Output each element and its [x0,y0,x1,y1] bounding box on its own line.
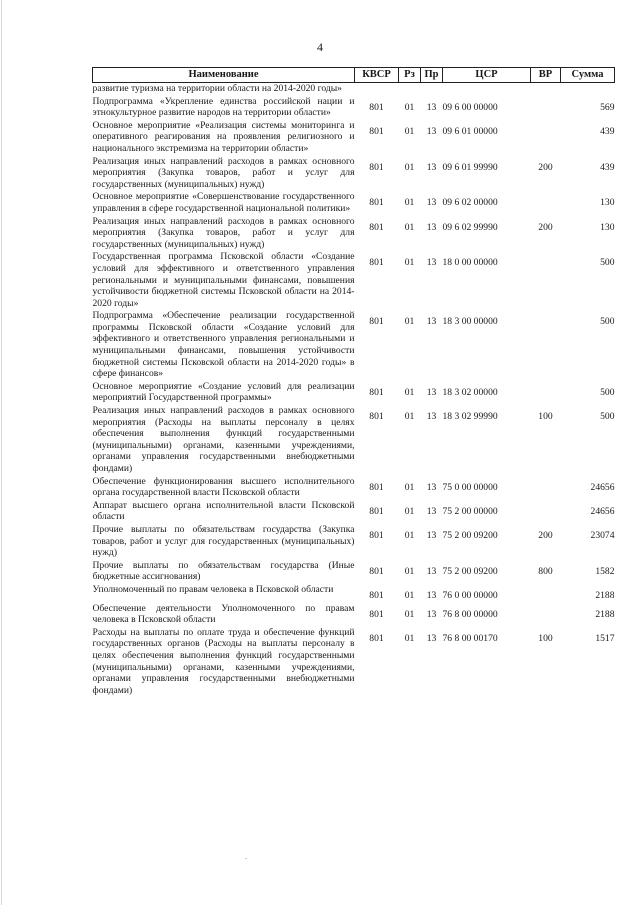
cell-csr: 09 6 01 99990 [442,161,498,173]
cell-csr: 75 2 00 00000 [442,505,498,517]
cell-csr: 18 3 00 00000 [442,316,498,328]
cell-sum: 569 [600,101,615,113]
cell-name: Основное мероприятие «Создание условий для реализации мероприятий Государственной программы» [92,380,355,404]
cell-rz: 01 [404,125,415,137]
cell-name: Прочие выплаты по обязательствам государства (Иные бюджетные ассигнования) [92,559,355,583]
header-vr: ВР [531,68,561,83]
cell-kvsr: 801 [369,221,384,233]
cell-pr: 13 [426,565,437,577]
cell-vr: 200 [538,161,553,173]
cell-csr: 76 0 00 00000 [442,589,498,601]
cell-csr: 09 6 01 00000 [442,125,498,137]
cell-rz: 01 [404,411,415,423]
cell-sum: 2188 [595,608,615,620]
cell-sum: 2188 [595,589,615,601]
cell-kvsr: 801 [369,565,384,577]
cell-csr: 75 2 00 09200 [442,529,498,541]
cell-vr: 200 [538,529,553,541]
cell-vr [531,83,561,96]
cell-sum: 1517 [595,632,615,644]
cell-name: Прочие выплаты по обязательствам государства (Закупка товаров, работ и услуг для государственных (муниципальных) нужд) [92,523,355,559]
cell-csr: 18 3 02 99990 [442,411,498,423]
table-row [93,405,615,476]
cell-name: Основное мероприятие «Совершенствование государственного управления в сфере государственной национальной политики» [92,191,355,214]
header-sum: Сумма [561,68,615,83]
table-row [93,120,615,156]
cell-vr [531,96,561,120]
table-row [93,83,615,96]
cell-sum: 130 [600,197,615,209]
cell-pr [421,83,443,96]
cell-sum: 1582 [595,565,615,577]
cell-rz: 01 [404,197,415,209]
cell-kvsr: 801 [369,481,384,493]
cell-csr: 09 6 02 99990 [442,221,498,233]
cell-kvsr: 801 [369,316,384,328]
header-pr: Пр [421,68,443,83]
cell-name: Аппарат высшего органа исполнительной власти Псковской области [92,499,355,523]
cell-kvsr: 801 [369,411,384,423]
cell-kvsr: 801 [369,589,384,601]
cell-rz: 01 [404,505,415,517]
cell-name: Обеспечение деятельности Уполномоченного по правам человека в Псковской области [92,602,355,626]
cell-name: Реализация иных направлений расходов в рамках основного мероприятия (Расходы на выплаты персоналу в целях обеспечения выполнения функций государственными (муниципальными) органами, казенными учреждениями, органами управления государственными внебюджетными фондами) [92,405,355,474]
table-row [93,191,615,215]
footer-mark: . [245,852,247,861]
header-rz: Рз [399,68,421,83]
cell-rz: 01 [404,632,415,644]
cell-vr [531,476,561,500]
header-name: Наименование [93,68,355,83]
cell-vr [531,500,561,524]
cell-rz: 01 [404,221,415,233]
cell-kvsr: 801 [369,197,384,209]
table-header-row [93,68,615,83]
table-row [93,603,615,627]
cell-kvsr: 801 [369,125,384,137]
cell-rz: 01 [404,101,415,113]
cell-pr: 13 [426,197,437,209]
cell-csr: 75 2 00 09200 [442,565,498,577]
cell-kvsr [355,83,399,96]
table-row [93,584,615,603]
cell-vr [531,191,561,215]
cell-pr: 13 [426,632,437,644]
cell-rz: 01 [404,316,415,328]
cell-pr: 13 [426,125,437,137]
cell-csr: 09 6 02 00000 [442,197,498,209]
cell-csr: 76 8 00 00000 [442,608,498,620]
cell-pr: 13 [426,529,437,541]
cell-kvsr: 801 [369,608,384,620]
cell-rz: 01 [404,257,415,269]
cell-name: Реализация иных направлений расходов в рамках основного мероприятия (Закупка товаров, работ и услуг для государственных (муниципальных) нужд) [92,155,355,190]
cell-name: Подпрограмма «Укрепление единства российской нации и этнокультурное развитие народов на территории области» [92,95,355,119]
cell-pr: 13 [426,411,437,423]
cell-sum: 439 [600,125,615,137]
table-row [93,156,615,192]
cell-rz: 01 [404,481,415,493]
cell-sum: 24656 [590,505,615,517]
cell-rz: 01 [404,161,415,173]
cell-vr: 200 [538,221,553,233]
header-csr: ЦСР [443,68,531,83]
table-row [93,476,615,500]
cell-vr: 800 [538,565,553,577]
cell-vr [531,603,561,627]
cell-name: Государственная программа Псковской области «Создание условий для эффективного и ответственного управления региональными и муниципальными финансами, повышения устойчивости бюджетной системы Псковской области на 2014-2020 годы» [92,251,355,309]
scan-edge-line [1,0,2,905]
cell-name: Расходы на выплаты по оплате труда и обеспечение функций государственных органов (Расходы на выплаты персоналу в целях обеспечения выполнения функций государственными (муниципальными) органами, казенными учреждениями, органами управления государственными внебюджетными фондами) [92,626,355,696]
cell-rz: 01 [404,608,415,620]
header-kvsr: КВСР [355,68,399,83]
cell-csr: 09 6 00 00000 [442,101,498,113]
table-row [93,524,615,560]
cell-sum: 500 [600,316,615,328]
cell-sum: 500 [600,386,615,398]
cell-name: Реализация иных направлений расходов в рамках основного мероприятия (Закупка товаров, работ и услуг для государственных (муниципальных) нужд) [92,215,355,250]
cell-pr: 13 [426,316,437,328]
cell-csr: 75 0 00 00000 [442,481,498,493]
cell-csr: 18 0 00 00000 [442,257,498,269]
cell-sum: 130 [600,221,615,233]
cell-sum: 500 [600,257,615,269]
cell-kvsr: 801 [369,632,384,644]
cell-csr: 18 3 02 00000 [442,386,498,398]
cell-rz: 01 [404,386,415,398]
cell-kvsr: 801 [369,257,384,269]
cell-vr [531,584,561,603]
cell-name: Основное мероприятие «Реализация системы мониторинга и оперативного реагирования на проявления религиозного и национального экстремизма на территории области» [92,119,355,154]
page-number: 4 [317,40,323,54]
table-row [93,310,615,381]
cell-kvsr: 801 [369,505,384,517]
cell-vr [531,120,561,156]
cell-pr: 13 [426,221,437,233]
cell-sum: 24656 [590,481,615,493]
cell-sum [561,83,615,96]
table-row [93,560,615,584]
cell-pr: 13 [426,161,437,173]
cell-pr: 13 [426,101,437,113]
cell-kvsr: 801 [369,386,384,398]
cell-vr [531,310,561,381]
cell-sum: 23074 [590,529,615,541]
cell-pr: 13 [426,257,437,269]
cell-vr [531,251,561,310]
table-row [93,96,615,120]
cell-name: развитие туризма на территории области на 2014-2020 годы» [92,83,342,94]
cell-pr: 13 [426,505,437,517]
cell-pr: 13 [426,589,437,601]
table-row [93,216,615,252]
cell-kvsr: 801 [369,161,384,173]
cell-rz: 01 [404,565,415,577]
cell-vr: 100 [538,632,553,644]
cell-rz: 01 [404,529,415,541]
cell-csr [443,83,531,96]
cell-name: Подпрограмма «Обеспечение реализации государственной программы Псковской области «Создание условий для эффективного и ответственного управления региональными и муниципальными финансами, повышения устойчивости бюджетной системы Псковской области на 2014-2020 годы» в сфере финансов» [92,310,355,380]
table-row [93,500,615,524]
cell-sum: 500 [600,411,615,423]
cell-pr: 13 [426,386,437,398]
cell-kvsr: 801 [369,529,384,541]
cell-name: Обеспечение функционирования высшего исполнительного органа государственной власти Псковской области [92,475,355,499]
cell-rz: 01 [404,589,415,601]
table-row [93,627,615,698]
table-row [93,381,615,405]
table-row [93,251,615,310]
cell-csr: 76 8 00 00170 [442,632,498,644]
cell-vr [531,381,561,405]
cell-vr: 100 [538,411,553,423]
cell-name: Уполномоченный по правам человека в Псковской области [92,583,334,595]
cell-rz [399,83,421,96]
cell-kvsr: 801 [369,101,384,113]
budget-table [92,67,615,697]
cell-pr: 13 [426,481,437,493]
cell-pr: 13 [426,608,437,620]
cell-sum: 439 [600,161,615,173]
